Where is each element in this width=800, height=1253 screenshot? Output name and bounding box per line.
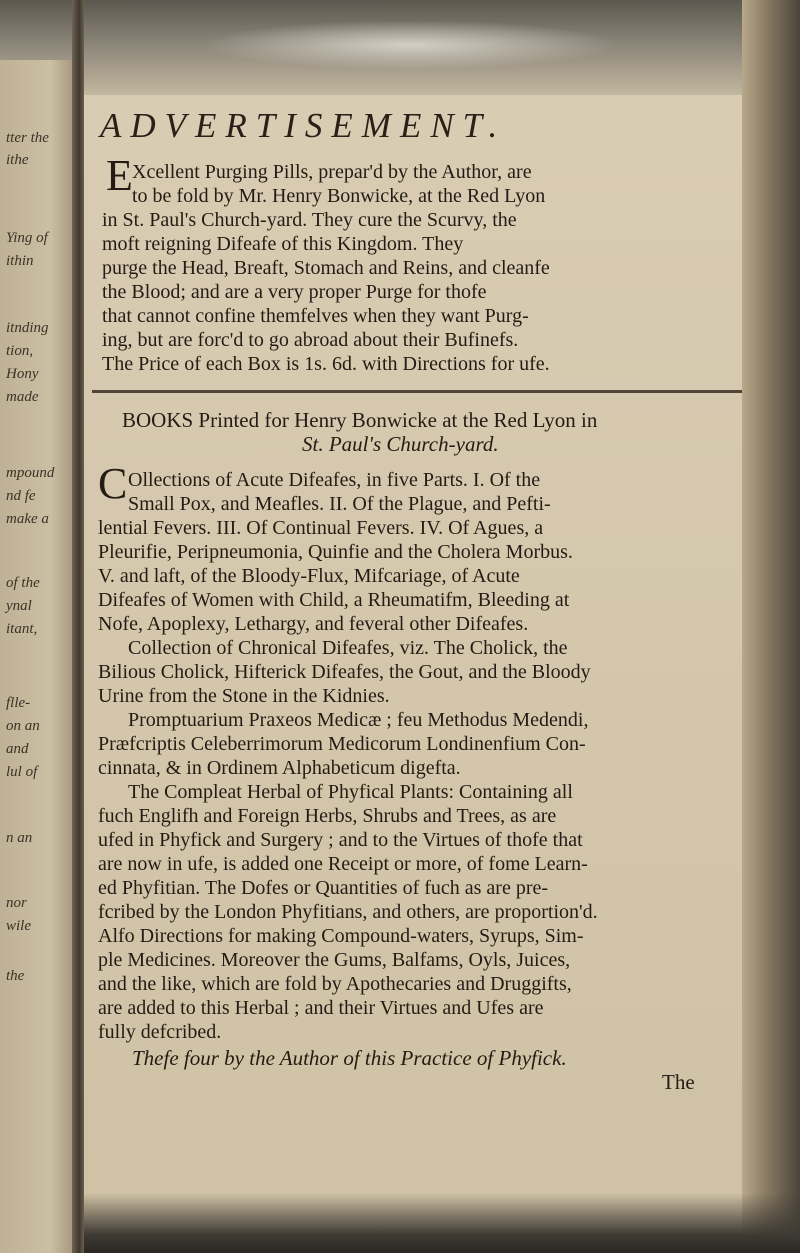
ad-line: purge the Head, Breaft, Stomach and Reins, and cleanfe <box>102 257 550 279</box>
previous-page-strip <box>0 60 72 1253</box>
book-line: V. and laft, of the Bloody-Flux, Mifcariage, of Acute <box>98 565 520 587</box>
horizontal-rule <box>92 390 742 393</box>
ad-line: to be fold by Mr. Henry Bonwicke, at the Red Lyon <box>132 185 546 207</box>
prev-fragment: mpound <box>6 465 55 481</box>
page-content <box>92 100 752 1200</box>
book-line: fully defcribed. <box>98 1021 222 1043</box>
drop-cap-c: C <box>98 459 128 508</box>
prev-fragment: ynal <box>6 598 32 614</box>
books-title: BOOKS Printed for Henry Bonwicke at the Red Lyon in <box>122 408 598 432</box>
prev-fragment: tter the <box>6 130 49 146</box>
prev-fragment: n an <box>6 830 33 846</box>
ad-line: Xcellent Purging Pills, prepar'd by the Author, are <box>132 161 532 183</box>
prev-fragment: made <box>6 389 39 405</box>
page-heading: ADVERTISEMENT. <box>100 106 507 145</box>
book-line: are now in ufe, is added one Receipt or more, of fome Learn- <box>98 853 588 875</box>
book-line: The Compleat Herbal of Phyfical Plants: Containing all <box>128 781 573 803</box>
prev-fragment: the <box>6 968 25 984</box>
prev-fragment: ithin <box>6 253 34 269</box>
book-line: ed Phyfitian. The Dofes or Quantities of fuch as are pre- <box>98 877 549 899</box>
book-line: fuch Englifh and Foreign Herbs, Shrubs and Trees, as are <box>98 805 557 827</box>
prev-fragment: flle- <box>6 695 31 711</box>
book-line: ufed in Phyfick and Surgery ; and to the Virtues of thofe that <box>98 829 583 851</box>
prev-fragment: of the <box>6 575 40 591</box>
ad-line: in St. Paul's Church-yard. They cure the Scurvy, the <box>102 209 517 231</box>
book-line: Præfcriptis Celeberrimorum Medicorum Londinenfium Con- <box>98 733 586 755</box>
prev-fragment: Ying of <box>6 230 48 246</box>
prev-fragment: nd fe <box>6 488 36 504</box>
prev-fragment: itant, <box>6 621 38 637</box>
prev-fragment: lul of <box>6 764 38 780</box>
book-line: Nofe, Apoplexy, Lethargy, and feveral other Difeafes. <box>98 613 529 635</box>
book-line: Difeafes of Women with Child, a Rheumatifm, Bleeding at <box>98 589 570 611</box>
prev-fragment: nor <box>6 895 27 911</box>
top-light-glare <box>200 20 620 70</box>
prev-fragment: on an <box>6 718 40 734</box>
ad-line: ing, but are forc'd to go abroad about their Bufinefs. <box>102 329 519 351</box>
prev-fragment: ithe <box>6 152 29 168</box>
book-line: Alfo Directions for making Compound-waters, Syrups, Sim- <box>98 925 584 947</box>
book-line: Ollections of Acute Difeafes, in five Parts. I. Of the <box>128 469 541 491</box>
bottom-page-edge <box>84 1193 800 1253</box>
book-line: Pleurifie, Peripneumonia, Quinfie and the Cholera Morbus. <box>98 541 573 563</box>
page-gutter <box>72 0 84 1253</box>
book-line: cinnata, & in Ordinem Alphabeticum digefta. <box>98 757 461 779</box>
ad-line: The Price of each Box is 1s. 6d. with Directions for ufe. <box>102 353 550 375</box>
book-line: Small Pox, and Meafles. II. Of the Plague, and Pefti- <box>128 493 551 515</box>
book-line: Promptuarium Praxeos Medicæ ; feu Methodus Medendi, <box>128 709 589 731</box>
drop-cap-e: E <box>106 151 133 200</box>
catchword: The <box>662 1070 695 1094</box>
book-line: are added to this Herbal ; and their Virtues and Ufes are <box>98 997 544 1019</box>
book-line: Bilious Cholick, Hifterick Difeafes, the Gout, and the Bloody <box>98 661 591 683</box>
prev-fragment: wile <box>6 918 31 934</box>
prev-fragment: itnding <box>6 320 49 336</box>
book-line: lential Fevers. III. Of Continual Fevers. IV. Of Agues, a <box>98 517 544 539</box>
book-line: and the like, which are fold by Apothecaries and Druggifts, <box>98 973 572 995</box>
ad-line: that cannot confine themfelves when they want Purg- <box>102 305 529 327</box>
book-line: Collection of Chronical Difeafes, viz. The Cholick, the <box>128 637 568 659</box>
book-line: Urine from the Stone in the Kidnies. <box>98 685 390 707</box>
ad-line: moft reigning Difeafe of this Kingdom. They <box>102 233 464 255</box>
prev-fragment: tion, <box>6 343 34 359</box>
prev-fragment: and <box>6 741 29 757</box>
ad-line: the Blood; and are a very proper Purge for thofe <box>102 281 487 303</box>
books-subtitle: St. Paul's Church-yard. <box>302 432 499 456</box>
book-line: ple Medicines. Moreover the Gums, Balfams, Oyls, Juices, <box>98 949 571 971</box>
prev-fragment: make a <box>6 511 49 527</box>
books-closing-note: Thefe four by the Author of this Practice of Phyfick. <box>132 1046 567 1070</box>
book-line: fcribed by the London Phyfitians, and others, are proportion'd. <box>98 901 598 923</box>
prev-fragment: Hony <box>6 366 39 382</box>
